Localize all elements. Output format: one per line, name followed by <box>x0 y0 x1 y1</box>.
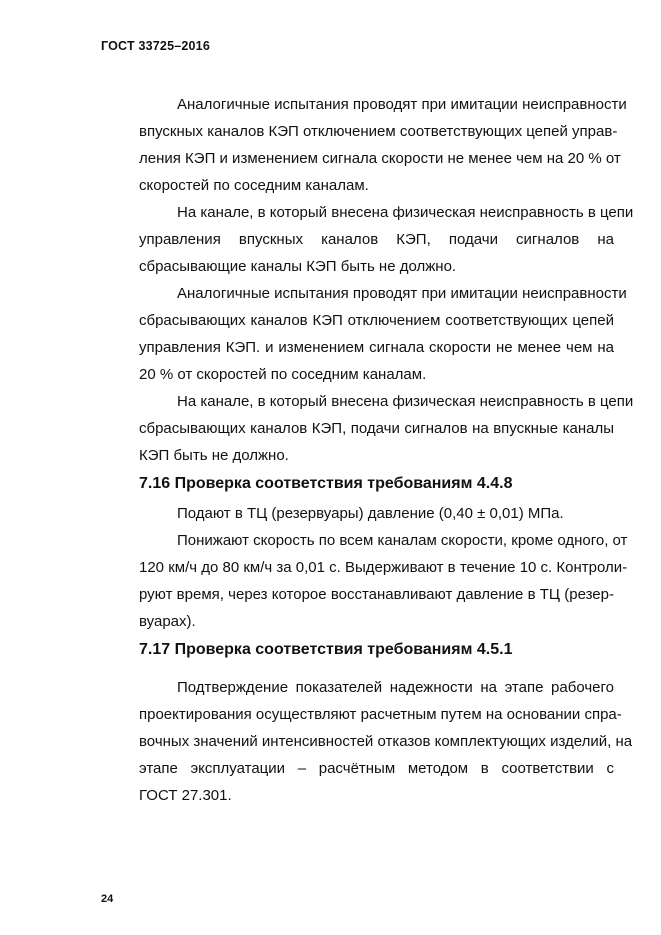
text-line: 20 % от скоростей по соседним каналам. <box>139 366 427 383</box>
text-line: Подают в ТЦ (резервуары) давление (0,40 ± 0,01) МПа. <box>177 505 564 522</box>
paragraph-no-signal-to-inlet <box>101 388 634 469</box>
text-line: вуарах). <box>139 613 196 630</box>
text-line: 120 км/ч до 80 км/ч за 0,01 с. Выдерживают в течение 10 с. Контроли- <box>139 559 628 576</box>
paragraph-release-channels-test <box>101 280 627 388</box>
paragraph-pressure-supply <box>101 500 614 527</box>
text-line: Аналогичные испытания проводят при имитации неисправности <box>177 96 627 113</box>
text-line: сбрасывающих каналов КЭП, подачи сигналов на впускные каналы <box>139 420 614 437</box>
paragraph-reliability-confirmation <box>101 674 633 809</box>
text-line: управления впускных каналов КЭП, подачи сигналов на <box>139 231 614 248</box>
text-line: скоростей по соседним каналам. <box>139 177 369 194</box>
text-line: На канале, в который внесена физическая неисправность в цепи <box>177 393 634 410</box>
paragraph-speed-reduction <box>101 527 628 635</box>
text-line: Подтверждение показателей надежности на этапе рабочего <box>177 679 614 696</box>
page-number: 24 <box>101 893 114 905</box>
text-line: сбрасывающих каналов КЭП отключением соответствующих цепей <box>139 312 614 329</box>
text-line: ления КЭП и изменением сигнала скорости не менее чем на 20 % от <box>139 150 621 167</box>
section-heading-7-16: 7.16 Проверка соответствия требованиям 4.4.8 <box>139 475 513 492</box>
text-line: впускных каналов КЭП отключением соответствующих цепей управ- <box>139 123 618 140</box>
text-line: этапе эксплуатации – расчётным методом в соответствии с <box>139 760 614 777</box>
text-line: сбрасывающие каналы КЭП быть не должно. <box>139 258 457 275</box>
text-line: управления КЭП. и изменением сигнала скорости не менее чем на <box>139 339 614 356</box>
text-line: КЭП быть не должно. <box>139 447 289 464</box>
paragraph-inlet-channels-test <box>101 91 627 199</box>
text-line: ГОСТ 27.301. <box>139 787 232 804</box>
paragraph-no-signal-to-release <box>101 199 634 280</box>
text-line: вочных значений интенсивностей отказов комплектующих изделий, на <box>139 733 633 750</box>
text-line: проектирования осуществляют расчетным путем на основании спра- <box>139 706 622 723</box>
text-line: Понижают скорость по всем каналам скорости, кроме одного, от <box>177 532 628 549</box>
document-header: ГОСТ 33725–2016 <box>101 39 210 53</box>
text-line: На канале, в который внесена физическая неисправность в цепи <box>177 204 634 221</box>
section-heading-7-17: 7.17 Проверка соответствия требованиям 4.5.1 <box>139 641 513 658</box>
text-line: Аналогичные испытания проводят при имитации неисправности <box>177 285 627 302</box>
document-body <box>101 91 634 809</box>
text-line: руют время, через которое восстанавливают давление в ТЦ (резер- <box>139 586 614 603</box>
